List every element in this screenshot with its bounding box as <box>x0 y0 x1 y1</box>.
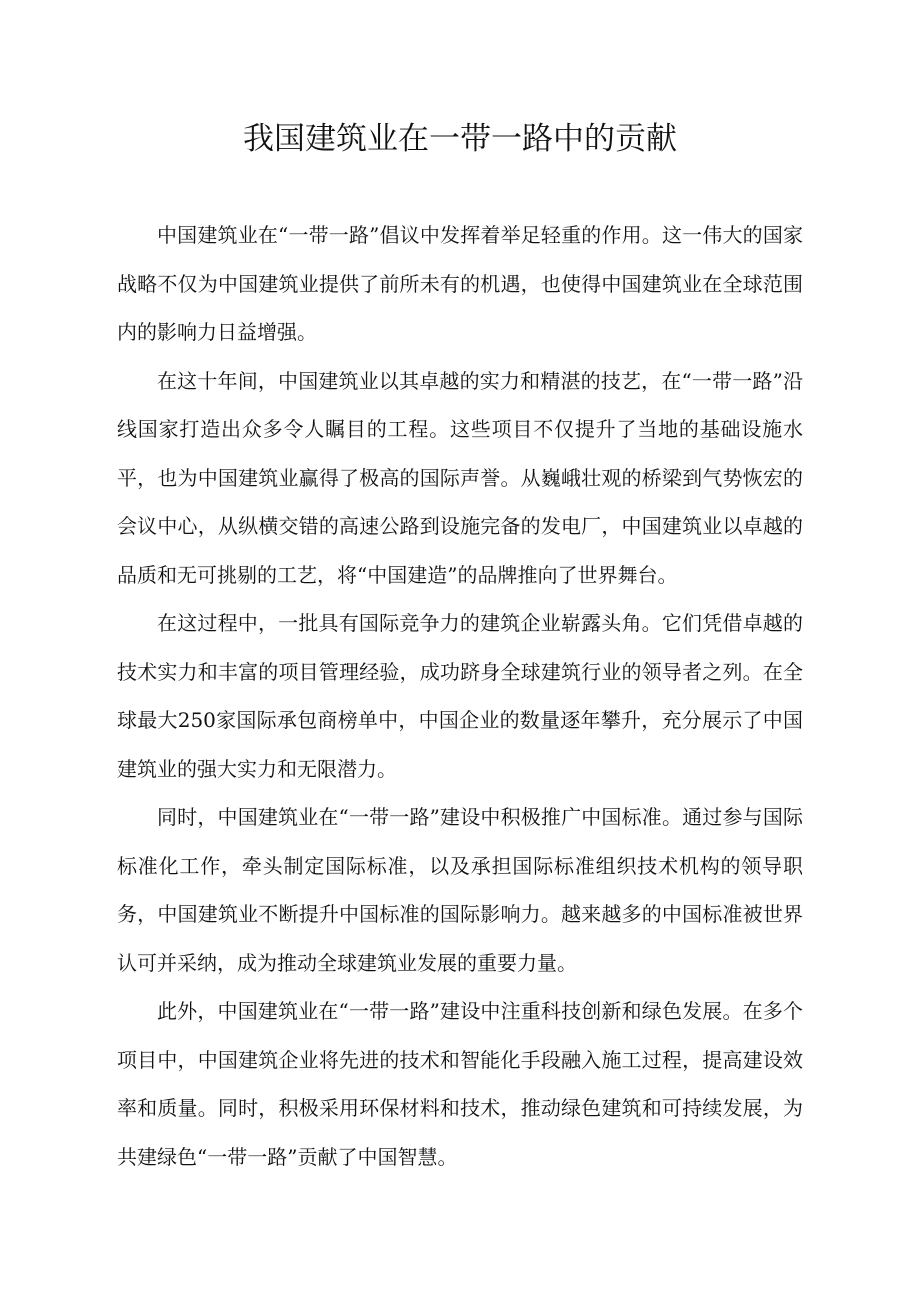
paragraph-5: 此外，中国建筑业在“一带一路”建设中注重科技创新和绿色发展。在多个项目中，中国建筑企业将先进的技术和智能化手段融入施工过程，提高建设效率和质量。同时，积极采用环保材料和技术，推动绿色建筑和可持续发展，为共建绿色“一带一路”贡献了中国智慧。 <box>117 999 803 1169</box>
document-title: 我国建筑业在一带一路中的贡献 <box>243 121 677 157</box>
paragraph-3: 在这过程中，一批具有国际竞争力的建筑企业崭露头角。它们凭借卓越的技术实力和丰富的项目管理经验，成功跻身全球建筑行业的领导者之列。在全球最大250家国际承包商榜单中，中国企业的数量逐年攀升，充分展示了中国建筑业的强大实力和无限潜力。 <box>117 611 803 781</box>
document-body <box>117 211 803 1181</box>
paragraph-4: 同时，中国建筑业在“一带一路”建设中积极推广中国标准。通过参与国际标准化工作，牵头制定国际标准，以及承担国际标准组织技术机构的领导职务，中国建筑业不断提升中国标准的国际影响力。越来越多的中国标准被世界认可并采纳，成为推动全球建筑业发展的重要力量。 <box>117 805 803 975</box>
paragraph-2: 在这十年间，中国建筑业以其卓越的实力和精湛的技艺，在“一带一路”沿线国家打造出众多令人瞩目的工程。这些项目不仅提升了当地的基础设施水平，也为中国建筑业赢得了极高的国际声誉。从巍峨壮观的桥梁到气势恢宏的会议中心，从纵横交错的高速公路到设施完备的发电厂，中国建筑业以卓越的品质和无可挑剔的工艺，将“中国建造”的品牌推向了世界舞台。 <box>117 368 803 587</box>
paragraph-1: 中国建筑业在“一带一路”倡议中发挥着举足轻重的作用。这一伟大的国家战略不仅为中国建筑业提供了前所未有的机遇，也使得中国建筑业在全球范围内的影响力日益增强。 <box>117 223 803 344</box>
